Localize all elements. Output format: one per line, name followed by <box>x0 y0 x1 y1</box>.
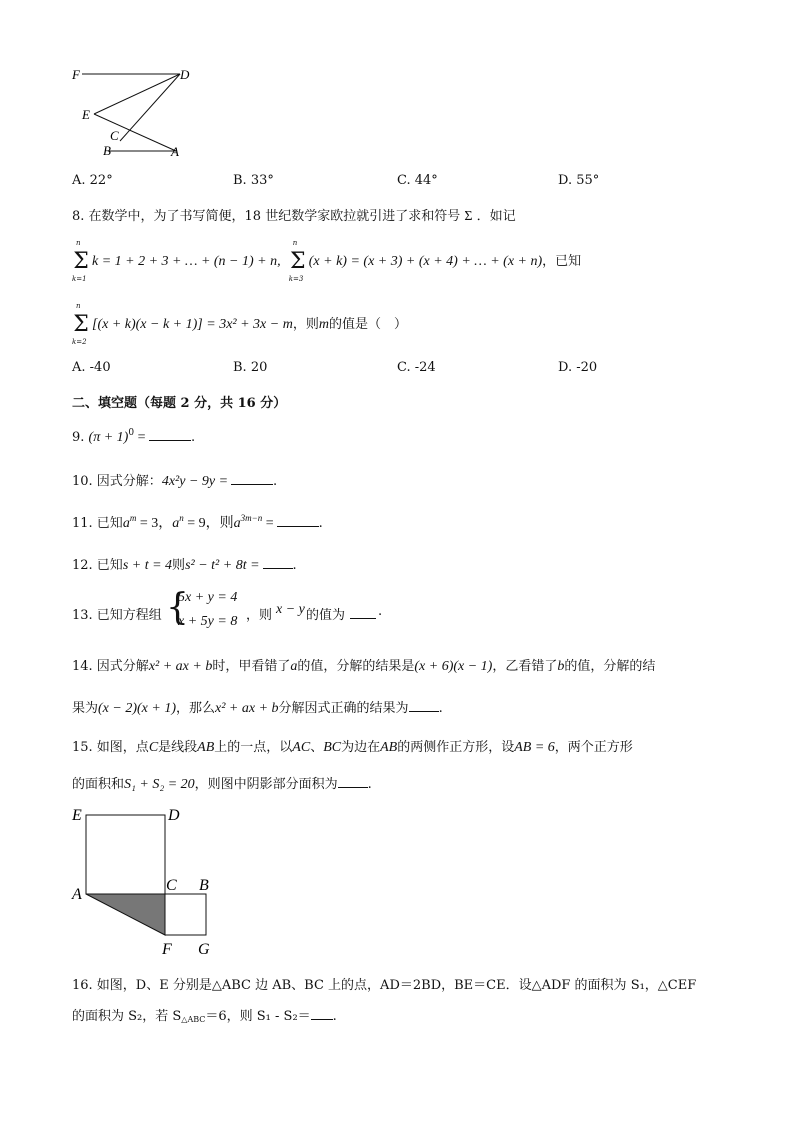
answer-blank[interactable] <box>338 775 368 788</box>
q8-sums-line: n Σ k=1 k = 1 + 2 + 3 + … + (n − 1) + n, n Σ k=3 (x + k) = (x + 3) + (x + 4) + … + (x + n)，已知 <box>72 238 582 283</box>
sigma-symbol: Σ <box>464 209 473 224</box>
sum3-body: [(x + k)(x − k + 1)] = 3x² + 3x − m <box>92 317 293 332</box>
label-A: A <box>72 886 82 903</box>
answer-blank[interactable] <box>311 1007 333 1020</box>
q8-intro: 8. 在数学中，为了书写简便，18 世纪数学家欧拉就引进了求和符号 Σ ．如记 <box>72 209 516 224</box>
label-E: E <box>72 807 82 824</box>
q8-option-a[interactable]: A. -40 <box>72 360 111 375</box>
label-D: D <box>168 807 180 824</box>
q12: 12. 已知s + t = 4则s² − t² + 8t = . <box>72 558 297 573</box>
answer-blank[interactable] <box>350 606 376 619</box>
q8-condition-line: n Σ k=2 [(x + k)(x − k + 1)] = 3x² + 3x − m，则m的值是（ ） <box>72 301 407 346</box>
answer-blank[interactable] <box>231 472 273 485</box>
label-D: D <box>180 67 190 82</box>
q16-line1: 16. 如图，D、E 分别是△ABC 边 AB、BC 上的点，AD＝2BD，BE＝CE．设△ADF 的面积为 S₁，△CEF <box>72 978 697 993</box>
answer-blank[interactable] <box>149 428 191 441</box>
sum3: n Σ k=2 <box>72 301 89 346</box>
q14-line1: 14. 因式分解x² + ax + b时，甲看错了a的值，分解的结果是(x + 6)(x − 1)，乙看错了b的值，分解的结 <box>72 659 656 674</box>
label-C: C <box>110 128 119 143</box>
section-title: 二、填空题（每题 2 分，共 16 分） <box>72 396 287 411</box>
label-F: F <box>162 941 172 958</box>
label-A: A <box>171 144 179 159</box>
answer-blank[interactable] <box>409 699 439 712</box>
q15-line2: 的面积和S₁ + S₂ = 20，则图中阴影部分面积为 . <box>72 777 372 792</box>
sum1: n Σ k=1 <box>72 238 89 283</box>
q11: 11. 已知$a^m = 3$，$a^n = 9$，则$a^{3m-n}$ = . <box>72 513 323 531</box>
sum2: n Σ k=3 <box>288 238 306 283</box>
q8-option-c[interactable]: C. -24 <box>397 360 436 375</box>
label-E: E <box>82 107 90 122</box>
q8-option-d[interactable]: D. -20 <box>558 360 598 375</box>
q7-option-d[interactable]: D. 55° <box>558 173 600 188</box>
answer-blank[interactable] <box>263 556 293 569</box>
sum1-body: k = 1 + 2 + 3 + … + (n − 1) + n, <box>92 254 281 269</box>
label-C: C <box>166 877 177 894</box>
figure-q15 <box>68 804 228 958</box>
label-B: B <box>199 877 209 894</box>
q10: 10. 因式分解：4x²y − 9y = . <box>72 474 278 489</box>
figure-q7 <box>68 62 208 162</box>
q7-option-b[interactable]: B. 33° <box>233 173 274 188</box>
q9: 9. $(\pi + 1)^0$ = . <box>72 428 196 445</box>
sum2-body: (x + k) = (x + 3) + (x + 4) + … + (x + n) <box>308 254 543 269</box>
q16-line2: 的面积为 S₂，若 S△ABC＝6，则 S₁ - S₂＝ . <box>72 1009 337 1024</box>
q14-line2: 果为(x − 2)(x + 1)，那么x² + ax + b分解因式正确的结果为 . <box>72 701 443 716</box>
answer-blank[interactable] <box>277 514 319 527</box>
label-F: F <box>72 67 80 82</box>
q8-option-b[interactable]: B. 20 <box>233 360 268 375</box>
q7-option-c[interactable]: C. 44° <box>397 173 438 188</box>
q7-option-a[interactable]: A. 22° <box>72 173 113 188</box>
label-G: G <box>198 941 210 958</box>
label-B: B <box>103 143 111 158</box>
q15-line1: 15. 如图，点C是线段AB上的一点，以AC、BC为边在AB的两侧作正方形，设AB = 6，两个正方形 <box>72 740 633 755</box>
brace: { <box>166 587 189 628</box>
